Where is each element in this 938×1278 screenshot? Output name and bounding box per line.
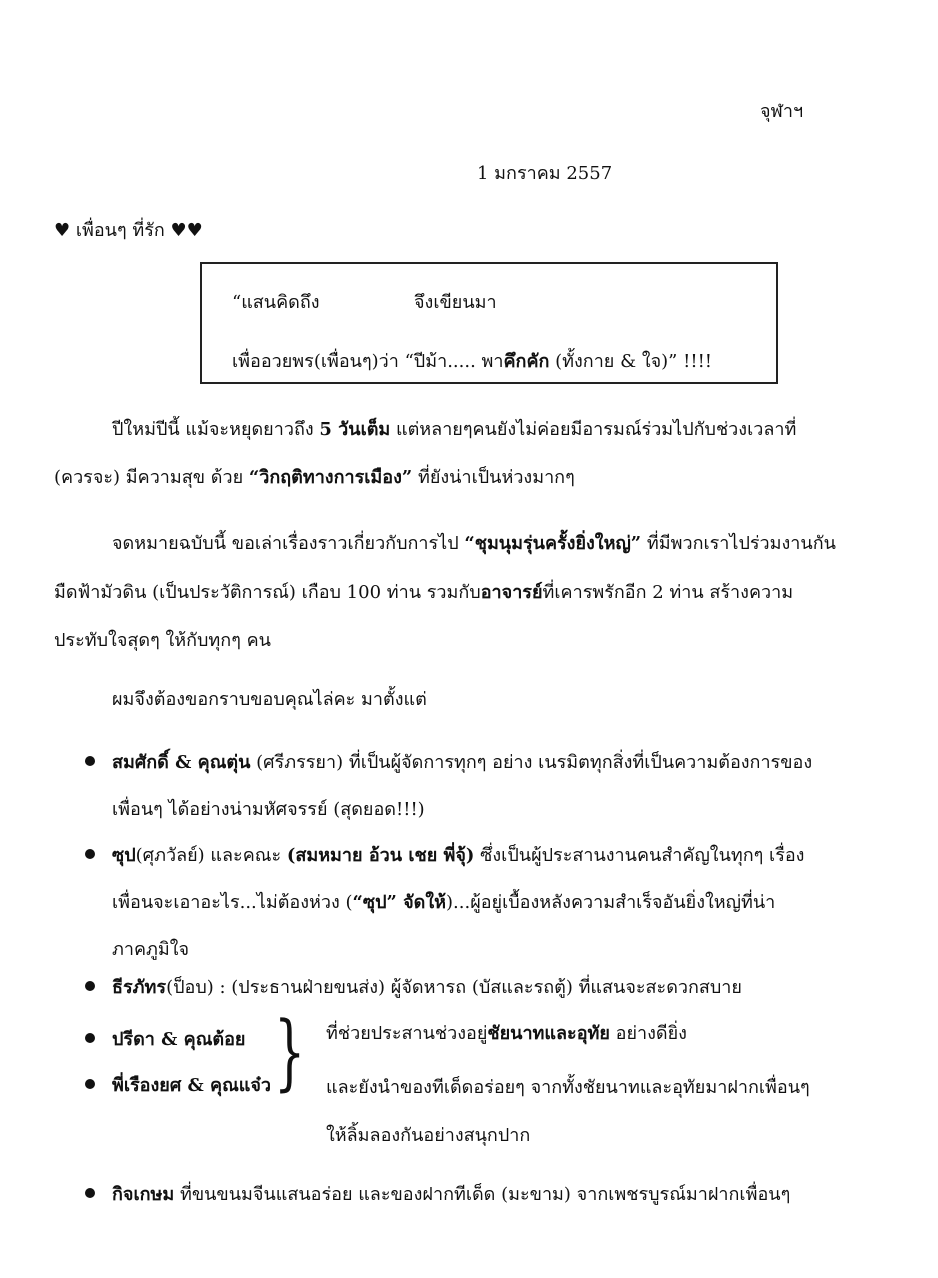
para2-line1: จดหมายฉบับนี้ ขอเล่าเรื่องราวเกี่ยวกับการไป “ชุมนุมรุ่นครั้งยิ่งใหญ่” ที่มีพวกเราไปร่วมงานกัน xyxy=(112,533,836,554)
item3: ธีรภัทร(ป็อบ) : (ประธานฝ่ายขนส่ง) ผู้จัดหารถ (บัสและรถตู้) ที่แสนจะสะดวกสบาย xyxy=(112,977,742,998)
item2-line2: เพื่อนจะเอาอะไร...ไม่ต้องห่วง (“ซุป” จัดให้)...ผู้อยู่เบื้องหลังความสำเร็จอันยิ่งใหญ่ที่น่า xyxy=(112,892,776,913)
greeting: ♥ เพื่อนๆ ที่รัก ♥♥ xyxy=(54,220,203,241)
para1-line1: ปีใหม่ปีนี้ แม้จะหยุดยาวถึง 5 วันเต็ม แต่หลายๆคนยังไม่ค่อยมีอารมณ์ร่วมไปกับช่วงเวลาที่ xyxy=(112,419,797,440)
date: 1 มกราคม 2557 xyxy=(477,163,613,184)
para2-line3: ประทับใจสุดๆ ให้กับทุกๆ คน xyxy=(54,630,271,651)
bullet-1 xyxy=(85,756,95,766)
para2-line2: มืดฟ้ามัวดิน (เป็นประวัติการณ์) เกือบ 100 ท่าน รวมกับอาจารย์ที่เคารพรักอีก 2 ท่าน สร้างความ xyxy=(54,582,794,603)
bullet-6 xyxy=(85,1188,95,1198)
box-line-1a: “แสนคิดถึง xyxy=(232,292,320,313)
para1-line2: (ควรจะ) มีความสุข ด้วย “วิกฤติทางการเมือง” ที่ยังน่าเป็นห่วงมากๆ xyxy=(54,467,575,488)
box-line-1b: จึงเขียนมา xyxy=(414,292,497,313)
bullet-2 xyxy=(85,849,95,859)
curly-brace: } xyxy=(274,1005,306,1100)
item2-line3: ภาคภูมิใจ xyxy=(112,939,190,960)
item4: ปรีดา & คุณต้อย xyxy=(112,1029,246,1050)
item45-line1: ที่ช่วยประสานช่วงอยู่ชัยนาทและอุทัย อย่างดียิ่ง xyxy=(326,1023,687,1044)
item1-line2: เพื่อนๆ ได้อย่างน่ามหัศจรรย์ (สุดยอด!!!) xyxy=(112,799,425,820)
bullet-4 xyxy=(85,1033,95,1043)
item2-line1: ซุป(ศุภวัลย์) และคณะ (สมหมาย อ้วน เชย พี่จุ้) ซึ่งเป็นผู้ประสานงานคนสำคัญในทุกๆ เรื่อง xyxy=(112,845,805,866)
item5: พี่เรืองยศ & คุณแจ๋ว xyxy=(112,1075,272,1096)
bullet-3 xyxy=(85,981,95,991)
item6: กิจเกษม ที่ขนขนมจีนแสนอร่อย และของฝากทีเด็ด (มะขาม) จากเพชรบูรณ์มาฝากเพื่อนๆ xyxy=(112,1184,791,1205)
para3: ผมจึงต้องขอกราบขอบคุณไล่คะ มาตั้งแต่ xyxy=(112,689,427,710)
item45-line3: ให้ลิ้มลองกันอย่างสนุกปาก xyxy=(326,1125,531,1146)
bullet-5 xyxy=(85,1079,95,1089)
item1-line1: สมศักดิ์ & คุณตุ่น (ศรีภรรยา) ที่เป็นผู้จัดการทุกๆ อย่าง เนรมิตทุกสิ่งที่เป็นความต้องการของ xyxy=(112,752,813,773)
box-line-2: เพื่ออวยพร(เพื่อนๆ)ว่า “ปีม้า..... พาคึกคัก (ทั้งกาย & ใจ)” !!!! xyxy=(232,351,713,372)
item45-line2: และยังนำของทีเด็ดอร่อยๆ จากทั้งชัยนาทและอุทัยมาฝากเพื่อนๆ xyxy=(326,1077,810,1098)
signature: จุฬาฯ xyxy=(760,101,804,122)
